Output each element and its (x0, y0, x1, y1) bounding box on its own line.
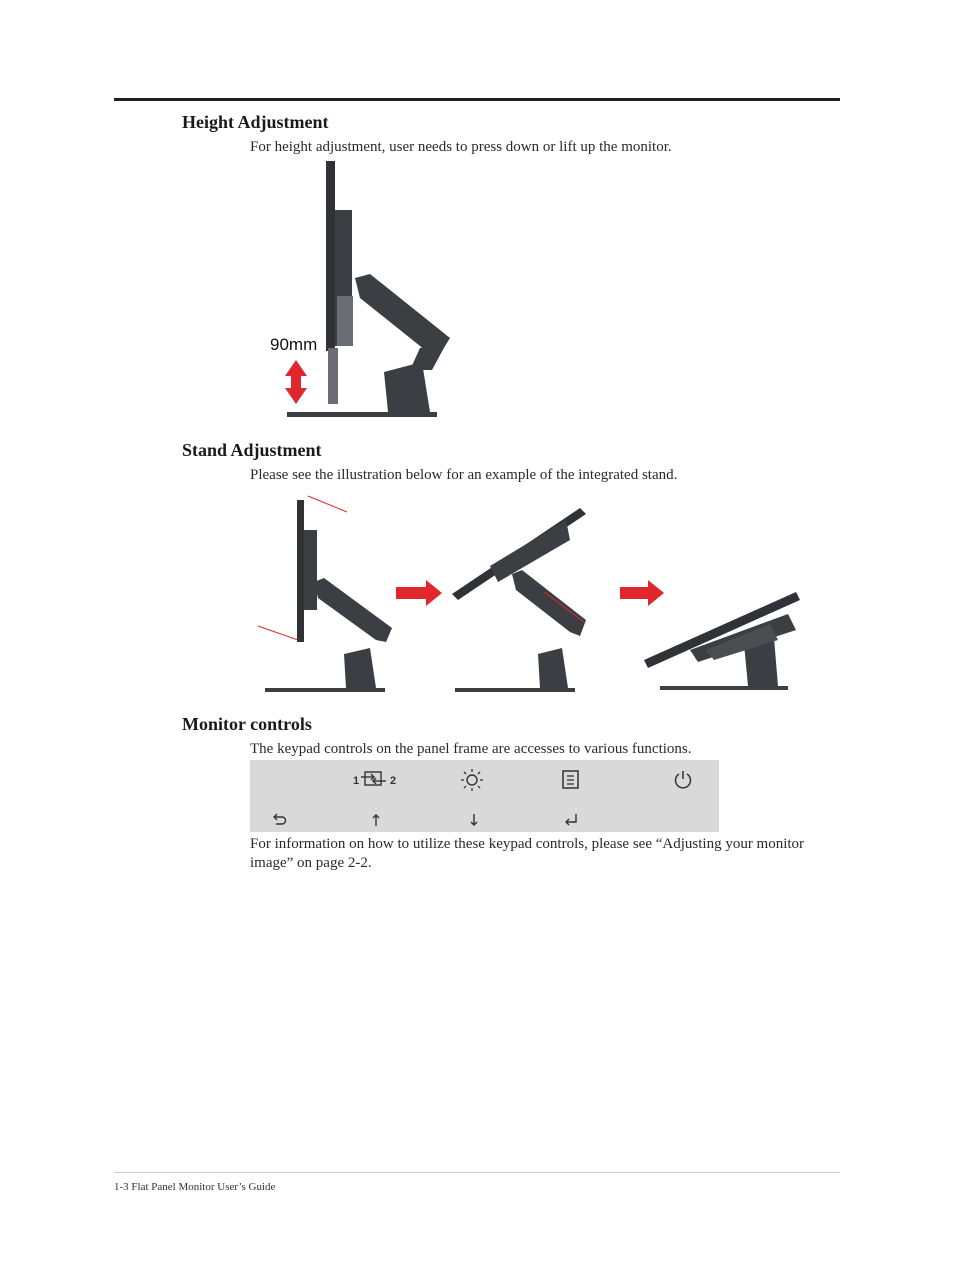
next-step-arrow-icon (620, 580, 664, 606)
tilt-arrow-icon (308, 496, 347, 512)
stand-stage-tilted (452, 508, 586, 692)
up-arrow-icon (371, 813, 381, 827)
input-1-label: 1 (353, 775, 360, 787)
top-rule (114, 98, 840, 101)
height-adjustment-heading: Height Adjustment (182, 112, 329, 132)
next-step-arrow-icon (396, 580, 442, 606)
menu-key[interactable] (558, 768, 584, 792)
height-arrow-icon (285, 360, 307, 404)
enter-icon (563, 813, 579, 827)
power-key[interactable] (670, 768, 696, 792)
up-key[interactable] (366, 810, 386, 830)
stand-hinge (410, 344, 446, 370)
stand-adjustment-figure (250, 490, 810, 700)
back-key[interactable] (270, 810, 290, 830)
monitor-controls-heading: Monitor controls (182, 714, 312, 734)
tilt-arrow-icon (258, 626, 298, 640)
down-arrow-icon (469, 813, 479, 827)
stand-adjustment-heading: Stand Adjustment (182, 440, 322, 460)
monitor-panel (326, 161, 335, 351)
page-footer: 1-3 Flat Panel Monitor User’s Guide (114, 1181, 276, 1193)
height-adjustment-text: For height adjustment, user needs to press down or lift up the monitor. (250, 139, 672, 155)
monitor-controls-text: The keypad controls on the panel frame are accesses to various functions. (250, 741, 692, 757)
height-adjustment-figure (260, 158, 460, 424)
back-icon (272, 813, 288, 827)
down-key[interactable] (464, 810, 484, 830)
stand-base (287, 412, 437, 417)
stand-arm (355, 274, 450, 354)
input-switch-icon (350, 769, 400, 789)
height-measurement: 90mm (270, 335, 318, 354)
stand-stage-flat (644, 592, 800, 690)
brightness-key[interactable] (458, 768, 486, 792)
enter-key[interactable] (561, 810, 581, 830)
input-2-label: 2 (390, 775, 397, 787)
brightness-icon (460, 768, 484, 792)
keypad-panel (250, 760, 719, 832)
power-icon (673, 770, 693, 790)
keypad-info-text: For information on how to utilize these keypad controls, please see “Adjusting your monitor image” on page 2-2. (250, 836, 805, 871)
menu-icon (561, 769, 581, 791)
stand-stage-upright (258, 496, 392, 692)
height-column (337, 296, 353, 346)
input-switch-key[interactable] (350, 768, 400, 790)
footer-rule (114, 1172, 840, 1173)
stand-adjustment-text: Please see the illustration below for an example of the integrated stand. (250, 467, 678, 483)
panel-lower (328, 348, 338, 404)
